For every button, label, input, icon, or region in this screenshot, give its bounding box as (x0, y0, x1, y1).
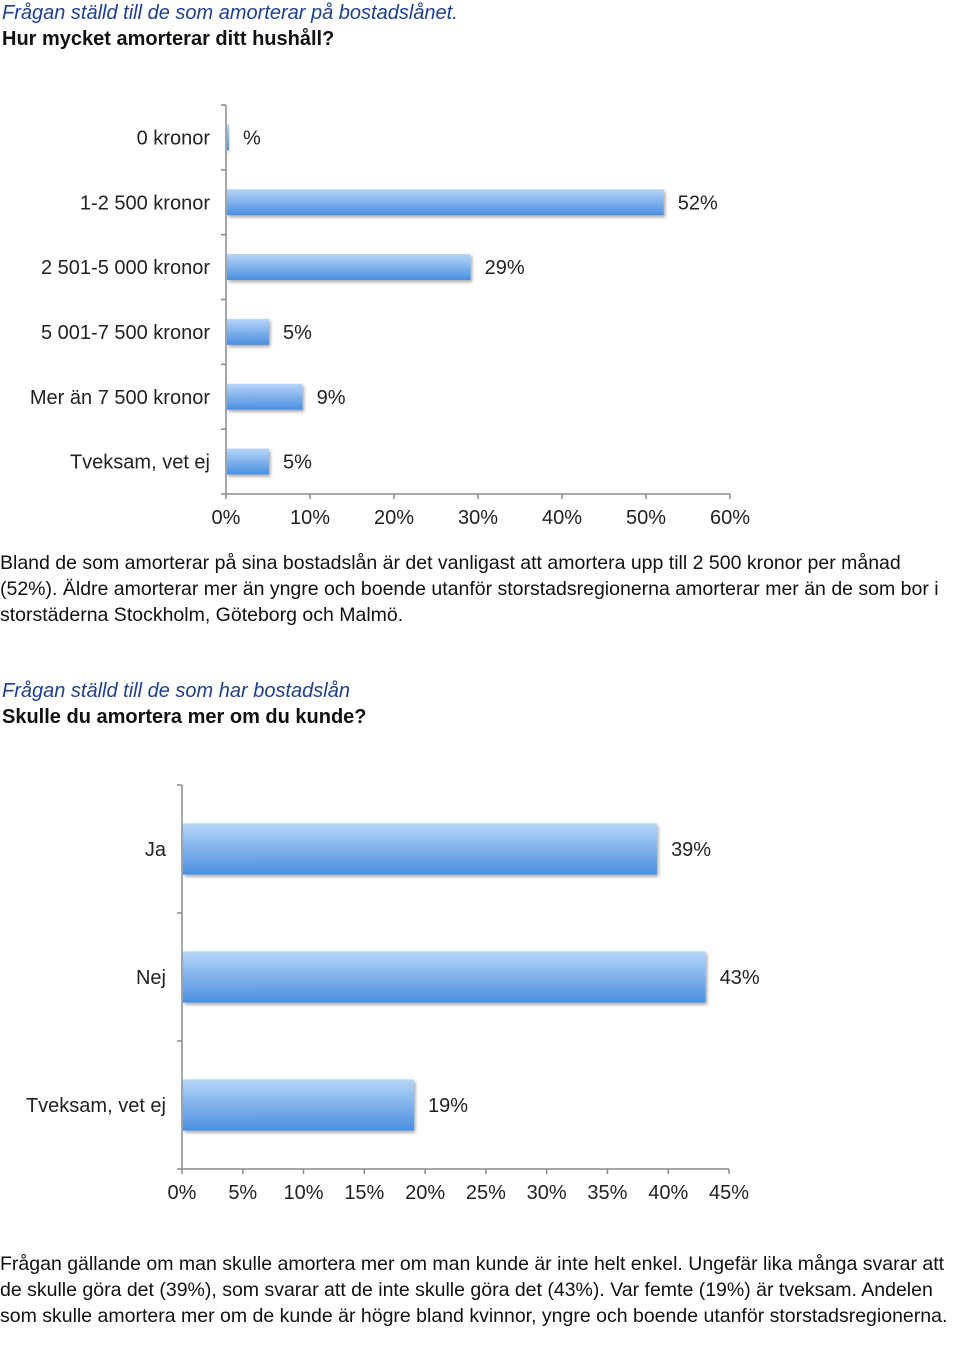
chart2-description: Frågan gällande om man skulle amortera mer om man kunde är inte helt enkel. Ungefär lika många svarar att de skulle göra det (39%), som svarar att de inte skulle göra det (43%). Var femte (19%) är tveksam. Andelen som skulle amortera mer om de kunde är högre bland kvinnor, yngre och boende utanför storstadsregionerna. (0, 1253, 948, 1327)
category-label: Tveksam, vet ej (25, 1095, 166, 1117)
x-tick-label: 0% (211, 507, 241, 529)
bar (227, 384, 303, 410)
data-label: 19% (427, 1095, 468, 1117)
x-tick-label: 15% (344, 1182, 385, 1204)
category-label: Ja (144, 839, 166, 861)
x-tick-label: 30% (457, 507, 499, 529)
chart2-would-amortize-more (0, 780, 960, 1230)
category-label: Nej (135, 967, 166, 989)
x-tick-label: 25% (465, 1182, 506, 1204)
category-label: Tveksam, vet ej (69, 451, 210, 474)
category-label: 0 kronor (136, 127, 210, 150)
data-label: 9% (316, 386, 346, 409)
data-label: 52% (677, 192, 718, 215)
data-label: 5% (283, 451, 312, 474)
data-label: 29% (484, 257, 525, 280)
bar (183, 1079, 414, 1130)
chart1-title: Hur mycket amorterar ditt hushåll? (2, 28, 335, 50)
bar (227, 124, 229, 150)
data-label: % (243, 127, 261, 150)
chart1-description: Bland de som amorterar på sina bostadslån är det vanligast att amortera upp till 2 500 kronor per månad (52%). Äldre amorterar mer än yngre och boende utanför storstadsregionerna amorterar mer än de som bor i storstäderna Stockholm, Göteborg och Malmö. (0, 552, 939, 626)
bar (227, 449, 269, 475)
x-tick-label: 35% (587, 1182, 628, 1204)
chart1-subtitle: Frågan ställd till de som amorterar på bostadslånet. (2, 2, 458, 24)
category-label: Mer än 7 500 kronor (29, 386, 210, 409)
x-tick-label: 40% (541, 507, 583, 529)
category-label: 1-2 500 kronor (79, 192, 210, 215)
x-tick-label: 10% (283, 1182, 324, 1204)
x-tick-label: 20% (373, 507, 415, 529)
bar (183, 951, 706, 1002)
x-tick-label: 0% (167, 1182, 197, 1204)
bar (227, 319, 269, 345)
data-label: 39% (671, 839, 712, 861)
x-tick-label: 10% (289, 507, 331, 529)
x-tick-label: 30% (526, 1182, 567, 1204)
x-tick-label: 20% (405, 1182, 446, 1204)
chart1-amortering-amount (0, 100, 960, 540)
bar (227, 254, 471, 280)
x-tick-label: 60% (709, 507, 751, 529)
x-tick-label: 5% (228, 1182, 258, 1204)
chart2-title: Skulle du amortera mer om du kunde? (2, 706, 367, 728)
x-tick-label: 50% (625, 507, 667, 529)
chart2-subtitle: Frågan ställd till de som har bostadslån (2, 680, 350, 702)
category-label: 2 501-5 000 kronor (40, 257, 210, 280)
bar (183, 823, 657, 874)
category-label: 5 001-7 500 kronor (40, 321, 210, 344)
data-label: 5% (283, 321, 312, 344)
x-tick-label: 40% (648, 1182, 689, 1204)
data-label: 43% (719, 967, 760, 989)
bar (227, 189, 664, 215)
x-tick-label: 45% (708, 1182, 750, 1204)
